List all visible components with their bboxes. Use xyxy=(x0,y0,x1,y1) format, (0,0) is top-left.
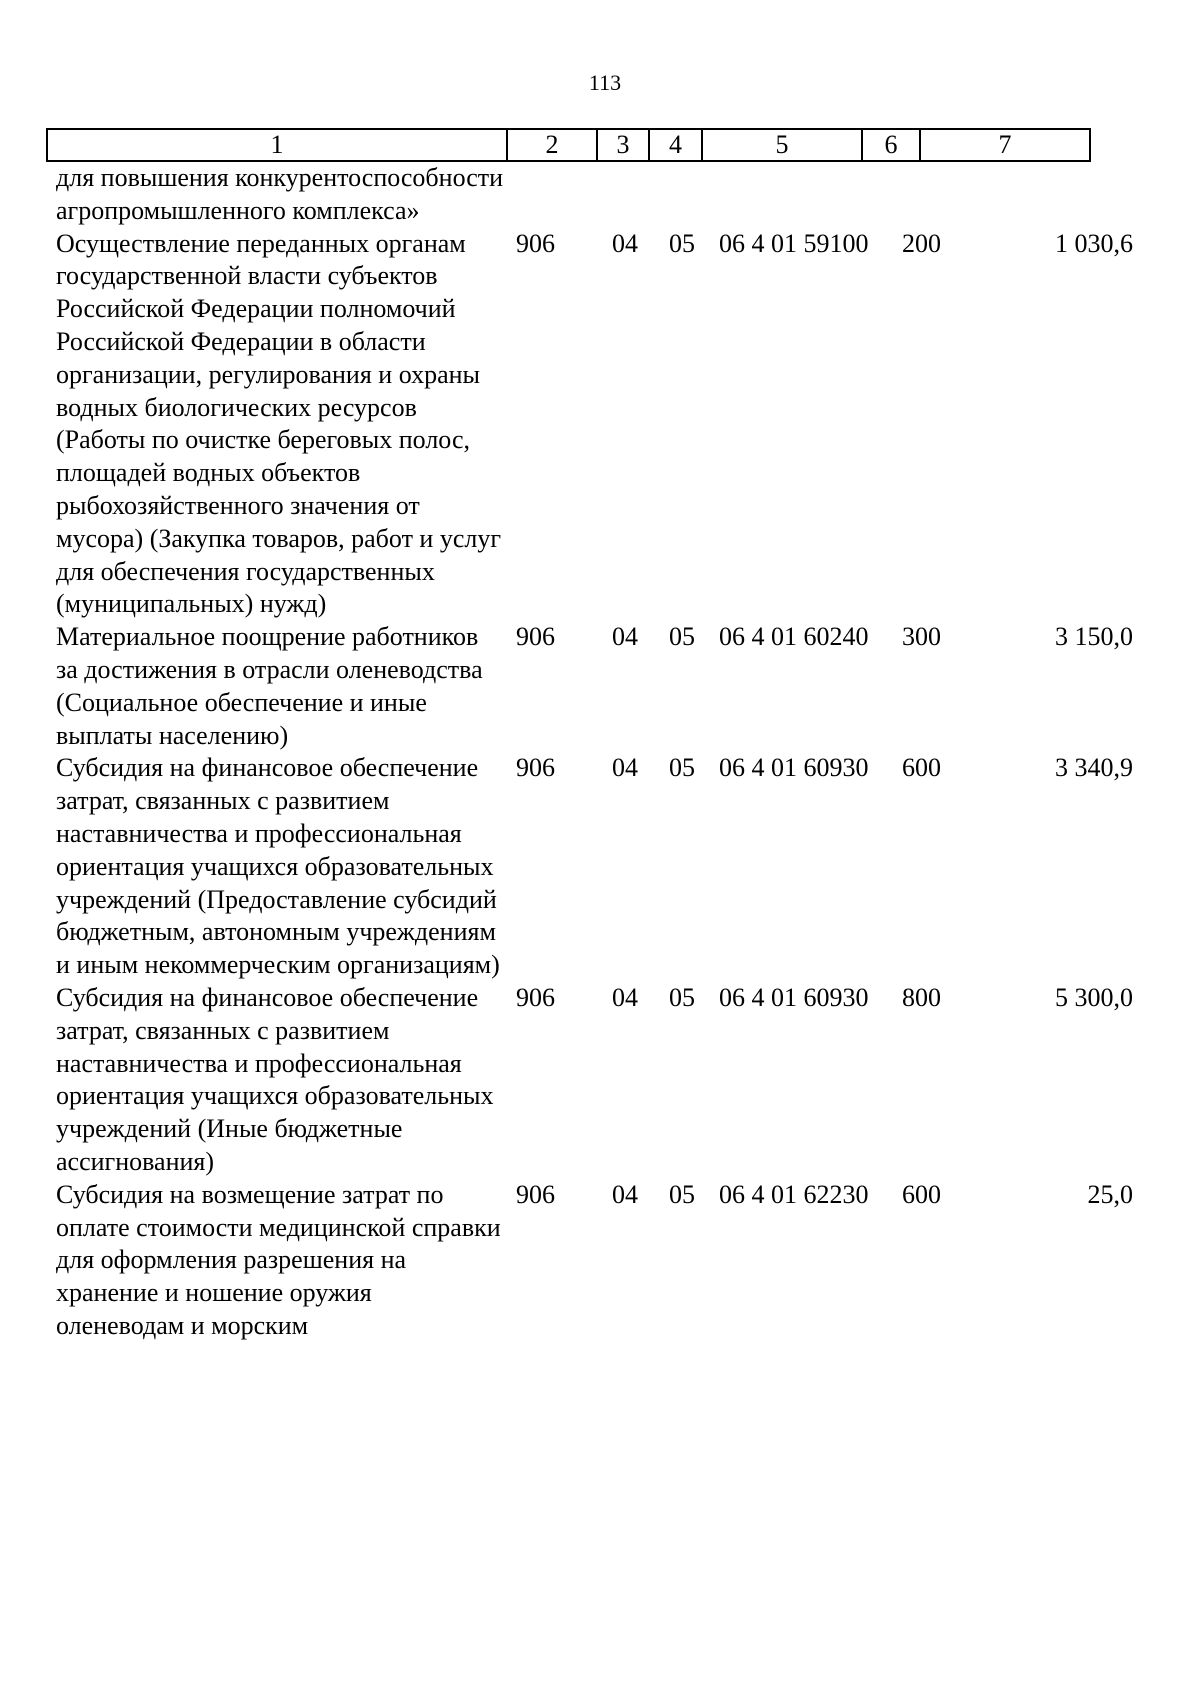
table-row xyxy=(46,162,1143,228)
row-amount: 3 340,9 xyxy=(1055,753,1133,783)
column-header-7: 7 xyxy=(920,129,1090,161)
table-row xyxy=(46,228,1143,622)
row-section: 04 xyxy=(612,753,638,783)
table-row xyxy=(46,621,1143,752)
column-header-table xyxy=(46,128,1091,162)
row-target-article: 06 4 01 60930 xyxy=(719,982,869,1012)
row-amount: 5 300,0 xyxy=(1055,982,1133,1012)
budget-table-body xyxy=(46,162,1143,1343)
row-section: 04 xyxy=(612,228,638,258)
row-amount: 1 030,6 xyxy=(1055,228,1133,258)
table-row xyxy=(46,1179,1143,1343)
column-header-row xyxy=(47,129,1090,161)
column-header-1: 1 xyxy=(47,129,507,161)
row-amount: 25,0 xyxy=(1087,1179,1133,1209)
row-expense-type: 300 xyxy=(902,622,941,652)
table-row xyxy=(46,982,1143,1179)
column-header-5: 5 xyxy=(702,129,862,161)
row-section: 04 xyxy=(612,982,638,1012)
row-code: 906 xyxy=(516,753,555,783)
page-number: 113 xyxy=(588,70,622,95)
row-subsection: 05 xyxy=(669,753,695,783)
row-description: Субсидия на финансовое обеспечение затрат, связанных с развитием наставничества и профессиональная ориентация учащихся образовательных учреждений (Иные бюджетные ассигнования) xyxy=(56,982,494,1176)
column-header-6: 6 xyxy=(862,129,920,161)
row-expense-type: 800 xyxy=(902,982,941,1012)
row-description: для повышения конкурентоспособности агропромышленного комплекса» xyxy=(56,163,504,225)
row-subsection: 05 xyxy=(669,982,695,1012)
row-target-article: 06 4 01 60930 xyxy=(719,753,869,783)
row-expense-type: 200 xyxy=(902,228,941,258)
row-code: 906 xyxy=(516,622,555,652)
row-description: Осуществление переданных органам государственной власти субъектов Российской Федерации полномочий Российской Федерации в области организации, регулирования и охраны водных биологических ресурсов (Работы по очистке береговых полос, площадей водных объектов рыбохозяйственного значения от мусора) (Закупка товаров, работ и услуг для обеспечения государственных (муниципальных) нужд) xyxy=(56,228,502,619)
row-subsection: 05 xyxy=(669,622,695,652)
row-code: 906 xyxy=(516,982,555,1012)
row-description: Субсидия на возмещение затрат по оплате стоимости медицинской справки для оформления разрешения на хранение и ношение оружия оленеводам и морским xyxy=(56,1179,501,1340)
row-amount: 3 150,0 xyxy=(1055,622,1133,652)
row-description: Материальное поощрение работников за достижения в отрасли оленеводства (Социальное обеспечение и иные выплаты населению) xyxy=(56,622,483,750)
row-expense-type: 600 xyxy=(902,1179,941,1209)
row-target-article: 06 4 01 59100 xyxy=(719,228,869,258)
row-expense-type: 600 xyxy=(902,753,941,783)
row-section: 04 xyxy=(612,622,638,652)
column-header-2: 2 xyxy=(507,129,597,161)
row-code: 906 xyxy=(516,1179,555,1209)
column-header-3: 3 xyxy=(597,129,649,161)
row-code: 906 xyxy=(516,228,555,258)
table-row xyxy=(46,752,1143,982)
row-section: 04 xyxy=(612,1179,638,1209)
row-subsection: 05 xyxy=(669,228,695,258)
row-subsection: 05 xyxy=(669,1179,695,1209)
row-description: Субсидия на финансовое обеспечение затрат, связанных с развитием наставничества и профессиональная ориентация учащихся образовательных учреждений (Предоставление субсидий бюджетным, автономным учреждениям и иным некоммерческим организациям) xyxy=(56,753,500,980)
row-target-article: 06 4 01 62230 xyxy=(719,1179,869,1209)
row-target-article: 06 4 01 60240 xyxy=(719,622,869,652)
column-header-4: 4 xyxy=(649,129,702,161)
